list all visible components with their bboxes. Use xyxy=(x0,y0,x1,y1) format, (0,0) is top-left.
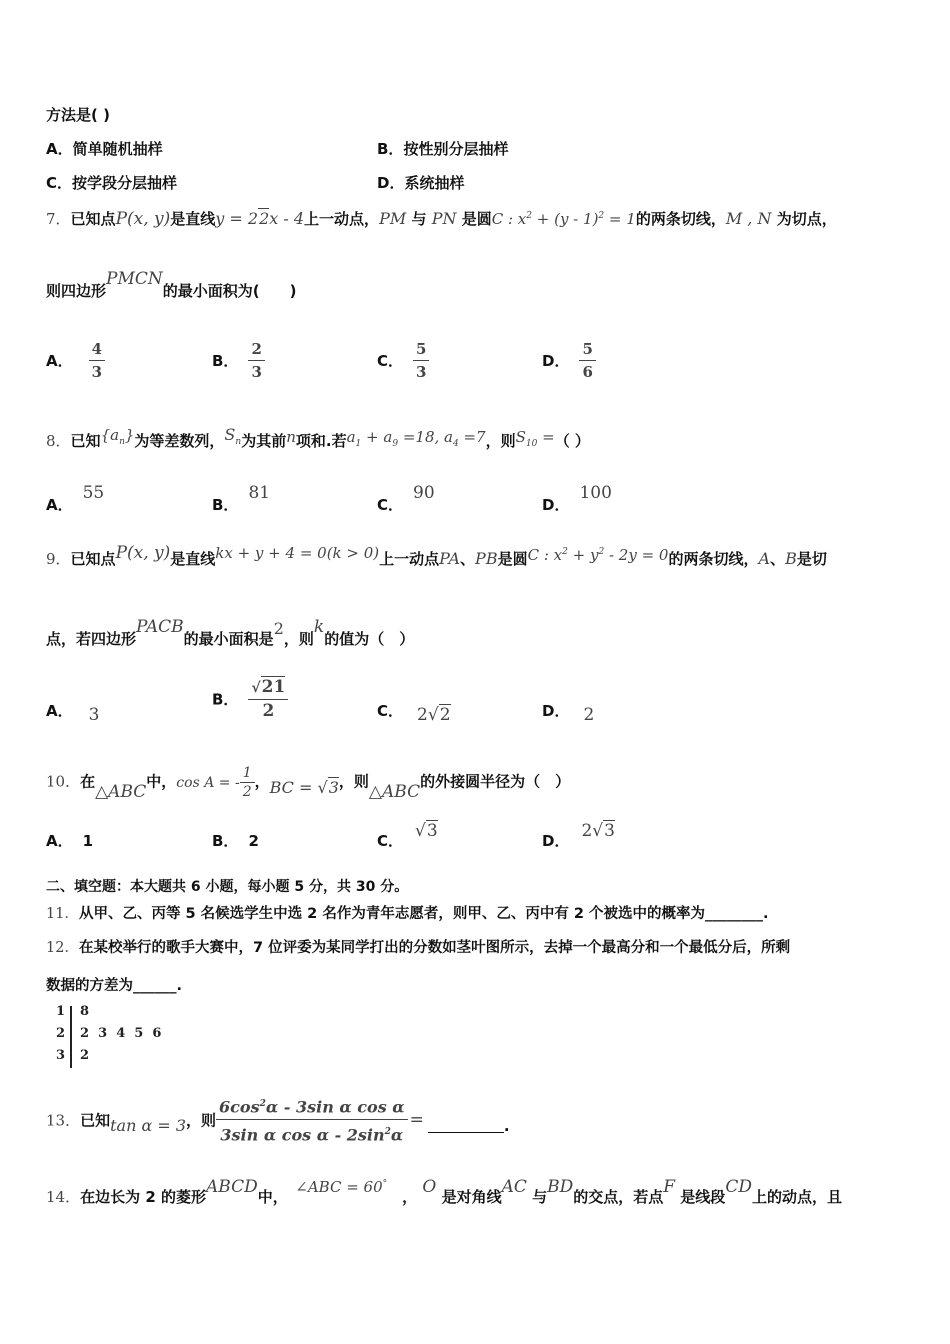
q9-option-c[interactable]: C． 2√2 xyxy=(377,702,451,725)
stem-divider xyxy=(70,1006,72,1068)
q6-option-d[interactable]: D．系统抽样 xyxy=(377,174,465,192)
q9-option-a[interactable]: A． 3 xyxy=(46,702,100,725)
q9-option-b[interactable]: B． $\frac{√21}{2}$ xyxy=(212,676,288,722)
section-heading: 二、填空题：本大题共 6 小题，每小题 5 分，共 30 分。 xyxy=(46,879,409,895)
q7-option-a[interactable]: A． $\frac{4}{3}$ xyxy=(46,338,105,383)
question-12: 12．在某校举行的歌手大赛中，7 位评委为某同学打出的分数如茎叶图所示，去掉一个最高分和一个最低分后，所剩 xyxy=(46,940,791,956)
q7-option-d[interactable]: D． $\frac{5}{6}$ xyxy=(542,338,596,383)
leaf-row-1: 8 xyxy=(80,1004,90,1019)
q8-option-d[interactable]: D．100 xyxy=(542,483,612,514)
question-7: 7．已知点P(x, y)是直线y = 22x - 4上一动点，PM 与 PN 是圆C : $x^2 + (y - 1)^2 = 1$的两条切线，M , N 为切点， xyxy=(46,209,837,229)
q13-answer-blank[interactable] xyxy=(428,1118,504,1133)
q8-option-b[interactable]: B．81 xyxy=(212,483,271,514)
q7-option-b[interactable]: B． $\frac{2}{3}$ xyxy=(212,338,265,383)
q10-option-a[interactable]: A． 1 xyxy=(46,832,94,850)
question-14: 14．在边长为 2 的菱形ABCD中， ∠ABC = 60° ， O 是对角线AC 与BD的交点，若点F 是线段CD上的动点，且 xyxy=(46,1177,842,1206)
question-8: 8．已知$\{a_n\}$为等差数列，$S_n$为其前n项和.若$a_1 + a_9 =18$, $a_4 =7$，则$S_{10}$ =（ ） xyxy=(46,425,590,450)
q10-option-c[interactable]: C． √3 xyxy=(377,821,438,850)
stem-2: 2 xyxy=(56,1026,66,1041)
q10-option-d[interactable]: D． 2√3 xyxy=(542,821,615,850)
question-9-cont: 点，若四边形PACB的最小面积是2，则k的值为（ ） xyxy=(46,617,415,648)
leaf-row-2: 2 3 4 5 6 xyxy=(80,1026,162,1041)
q10-option-b[interactable]: B． 2 xyxy=(212,832,259,850)
stem-1: 1 xyxy=(56,1004,66,1019)
stem-3: 3 xyxy=(56,1048,66,1063)
q8-option-c[interactable]: C．90 xyxy=(377,483,435,514)
question-9: 9．已知点P(x, y)是直线kx + y + 4 = 0(k > 0)上一动点PA、PB是圆C : $x^2 + y^2 - 2y = 0$的两条切线，A、B是切 xyxy=(46,543,827,568)
q6-stem-tail: 方法是( ) xyxy=(46,106,110,124)
q6-option-b[interactable]: B．按性别分层抽样 xyxy=(377,140,509,158)
q9-option-d[interactable]: D． 2 xyxy=(542,702,595,725)
question-10: 10．在△ABC中，cos A = - $\frac{1}{2}$ ，BC = √3，则△ABC的外接圆半径为（ ） xyxy=(46,765,571,802)
question-12-cont: 数据的方差为______. xyxy=(46,978,183,994)
q8-option-a[interactable]: A．55 xyxy=(46,483,105,514)
question-7-cont: 则四边形PMCN的最小面积为( ) xyxy=(46,269,297,300)
q7-option-c[interactable]: C． $\frac{5}{3}$ xyxy=(377,338,429,383)
q6-option-a[interactable]: A．简单随机抽样 xyxy=(46,140,163,158)
question-11: 11．从甲、乙、丙等 5 名候选学生中选 2 名作为青年志愿者，则甲、乙、丙中有 2 个被选中的概率为________. xyxy=(46,906,769,922)
question-13: 13．已知tan α = 3，则 $\frac{6\cos^2\alpha - 3\sin \alpha \cos \alpha}{3\sin \alpha \cos \alpha - 2\sin^2\alpha}$ = . xyxy=(46,1092,510,1148)
leaf-row-3: 2 xyxy=(80,1048,90,1063)
stem-leaf-plot xyxy=(52,1004,192,1070)
q6-option-c[interactable]: C．按学段分层抽样 xyxy=(46,174,178,192)
